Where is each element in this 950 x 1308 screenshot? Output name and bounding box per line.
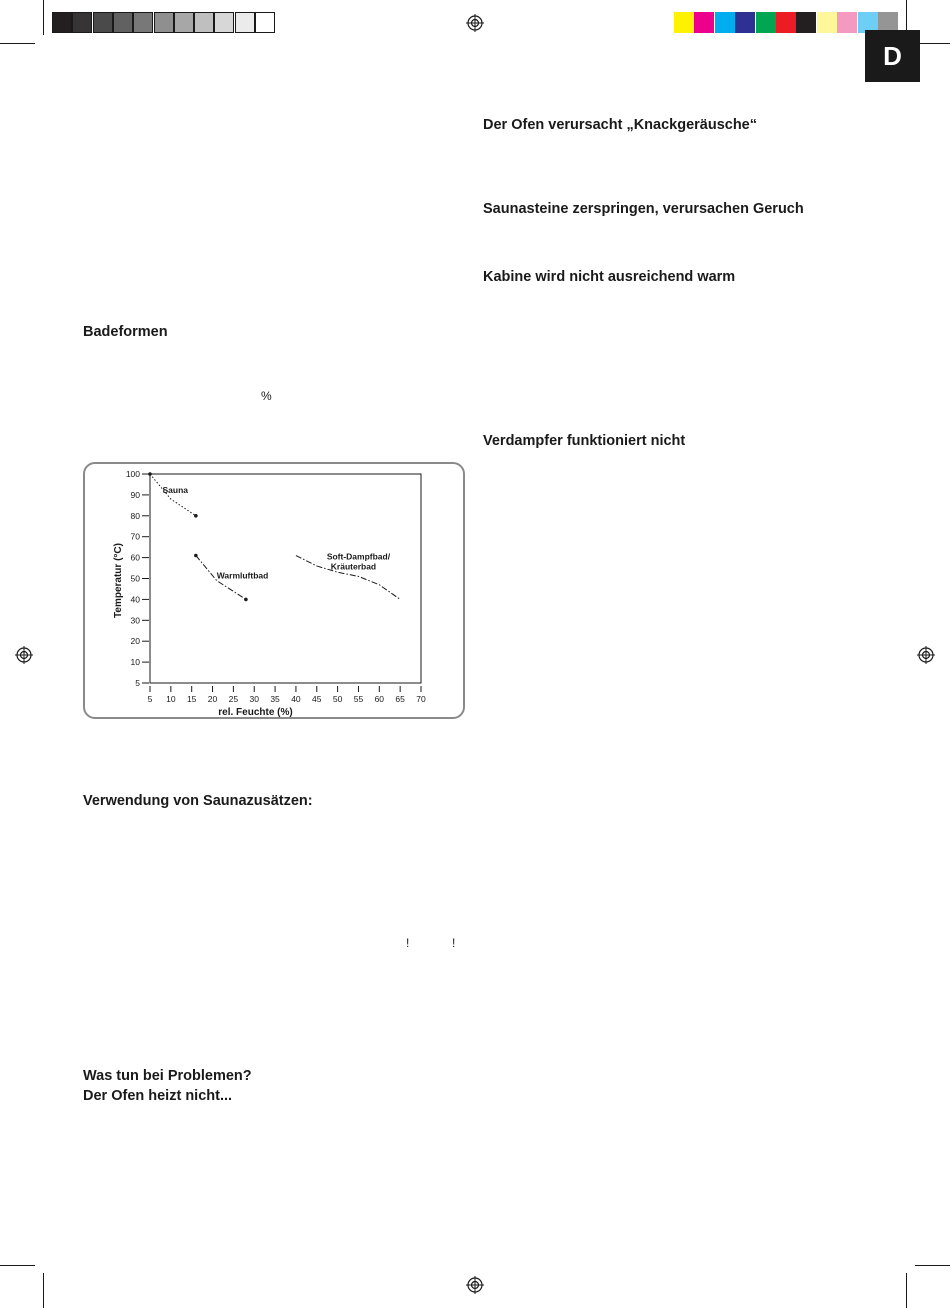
x-tick-label: 25 (228, 694, 239, 704)
x-tick-label: 55 (353, 694, 364, 704)
gray-swatch (174, 12, 194, 33)
color-swatch (715, 12, 735, 33)
x-tick-label: 50 (332, 694, 343, 704)
registration-mark-icon (466, 14, 484, 32)
crop-mark (43, 0, 44, 35)
color-swatch (837, 12, 857, 33)
color-swatch (735, 12, 755, 33)
color-swatch (817, 12, 837, 33)
x-tick-label: 10 (166, 694, 176, 704)
bath-types-chart (83, 462, 465, 719)
crop-mark (915, 43, 950, 44)
y-tick-label: 90 (130, 489, 140, 500)
gray-swatch (255, 12, 275, 33)
y-tick-label: 30 (130, 615, 140, 626)
crop-mark (0, 1265, 35, 1266)
y-tick-label: 70 (130, 531, 140, 542)
crop-mark (906, 1273, 907, 1308)
gray-swatch (93, 12, 113, 33)
registration-mark-icon (466, 1276, 484, 1294)
crop-mark (906, 0, 907, 35)
color-swatch (776, 12, 796, 33)
exclamation-mark: ! (406, 936, 410, 950)
y-tick-label: 5 (135, 678, 140, 688)
y-tick-label: 60 (130, 552, 140, 563)
color-swatch (796, 12, 816, 33)
series-endpoint (244, 598, 248, 602)
crop-mark (915, 1265, 950, 1266)
y-tick-label: 40 (130, 594, 140, 605)
color-swatch (756, 12, 776, 33)
x-tick-label: 45 (312, 694, 322, 704)
gray-swatch (72, 12, 92, 33)
x-tick-label: 15 (186, 694, 197, 704)
percent-fragment: % (261, 389, 272, 403)
heading-ofen-heizt-nicht: Der Ofen heizt nicht... (83, 1088, 233, 1104)
registration-mark-icon (15, 646, 33, 664)
y-axis-label: Temperatur (°C) (113, 543, 124, 618)
gray-swatch (214, 12, 234, 33)
x-tick-label: 5 (147, 694, 153, 704)
series-endpoint (194, 514, 198, 518)
x-axis-label: rel. Feuchte (%) (218, 707, 293, 718)
x-tick-label: 60 (374, 694, 385, 704)
gray-swatch (194, 12, 214, 33)
series-endpoint (194, 554, 198, 558)
y-tick-label: 80 (130, 510, 140, 521)
heading-saunasteine: Saunasteine zerspringen, verursachen Geruch (483, 201, 804, 217)
y-tick-label: 50 (130, 573, 140, 584)
registration-mark-icon (917, 646, 935, 664)
color-swatch (674, 12, 694, 33)
language-badge: D (865, 30, 920, 82)
crop-mark (0, 43, 35, 44)
gray-swatch (133, 12, 153, 33)
series-line (150, 474, 196, 516)
y-tick-label: 20 (130, 636, 140, 647)
heading-badeformen: Badeformen (83, 324, 168, 340)
heading-saunazusaetze: Verwendung von Saunazusätzen: (83, 793, 313, 809)
x-tick-label: 30 (249, 694, 259, 704)
series-label: Kräuterbad (330, 561, 377, 572)
gray-swatch (113, 12, 133, 33)
x-tick-label: 20 (207, 694, 218, 704)
plot-frame (150, 474, 421, 683)
series-label: Sauna (162, 484, 189, 495)
gray-swatch (154, 12, 174, 33)
y-tick-label: 10 (130, 657, 140, 668)
series-endpoint (148, 472, 152, 476)
chart-canvas (85, 464, 467, 721)
crop-mark (43, 1273, 44, 1308)
y-tick-label: 100 (125, 469, 140, 479)
heading-verdampfer: Verdampfer funktioniert nicht (483, 433, 686, 449)
series-label: Warmluftbad (216, 570, 269, 581)
gray-swatch (235, 12, 255, 33)
exclamation-mark: ! (452, 936, 456, 950)
x-tick-label: 65 (395, 694, 405, 704)
color-swatch (694, 12, 714, 33)
heading-kabine-warm: Kabine wird nicht ausreichend warm (483, 269, 736, 285)
x-tick-label: 70 (416, 694, 426, 704)
heading-knackgeraeusche: Der Ofen verursacht „Knackgeräusche“ (483, 117, 757, 133)
x-tick-label: 40 (291, 694, 301, 704)
series-label: Soft-Dampfbad/ (326, 551, 391, 562)
x-tick-label: 35 (270, 694, 280, 704)
gray-swatch (52, 12, 72, 33)
heading-probleme: Was tun bei Problemen? (83, 1068, 252, 1084)
